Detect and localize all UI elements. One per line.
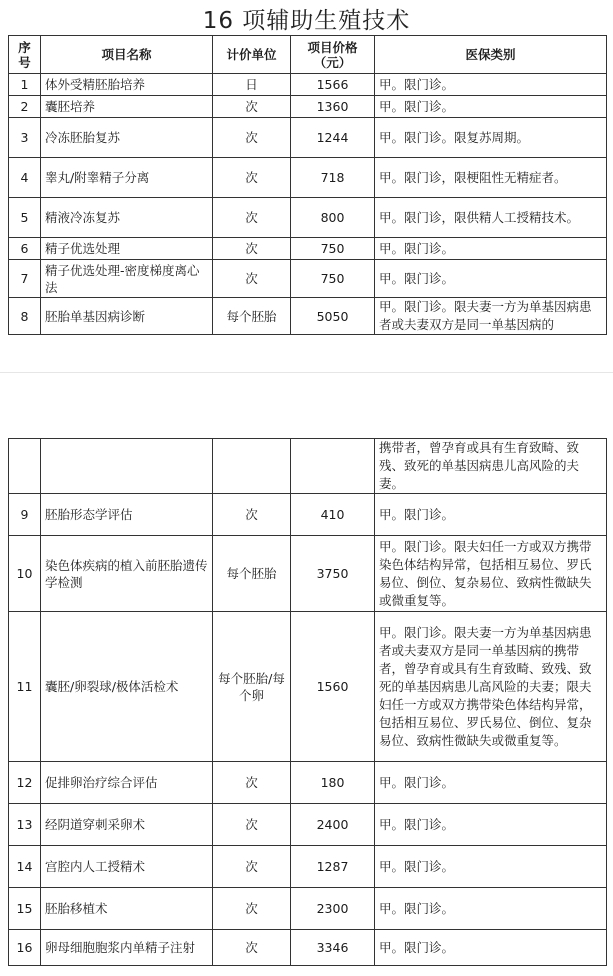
page-separator bbox=[0, 372, 613, 373]
cell-name: 精子优选处理-密度梯度离心法 bbox=[41, 260, 213, 298]
cell-unit: 每个胚胎 bbox=[213, 298, 291, 335]
cell-no bbox=[9, 439, 41, 494]
cell-unit: 次 bbox=[213, 846, 291, 888]
cell-insurance: 甲。限门诊，限梗阻性无精症者。 bbox=[375, 158, 607, 198]
cell-price: 410 bbox=[291, 494, 375, 536]
cell-no: 15 bbox=[9, 888, 41, 930]
cell-price: 800 bbox=[291, 198, 375, 238]
cell-insurance: 甲。限门诊。 bbox=[375, 494, 607, 536]
cell-unit: 每个胚胎 bbox=[213, 536, 291, 612]
document-title: 16 项辅助生殖技术 bbox=[202, 8, 411, 34]
cell-insurance-continued: 携带者，曾孕育或具有生育致畸、致残、致死的单基因病患儿高风险的夫妻。 bbox=[375, 439, 607, 494]
cell-unit: 次 bbox=[213, 238, 291, 260]
cell-name bbox=[41, 439, 213, 494]
cell-insurance: 甲。限门诊。 bbox=[375, 96, 607, 118]
header-unit: 计价单位 bbox=[213, 36, 291, 74]
cell-unit: 次 bbox=[213, 118, 291, 158]
table-row bbox=[9, 158, 607, 198]
cell-no: 11 bbox=[9, 612, 41, 762]
cell-price: 1287 bbox=[291, 846, 375, 888]
cell-price: 1244 bbox=[291, 118, 375, 158]
cell-unit: 次 bbox=[213, 762, 291, 804]
cell-unit bbox=[213, 439, 291, 494]
cell-price: 2300 bbox=[291, 888, 375, 930]
cell-price: 1566 bbox=[291, 74, 375, 96]
cell-name: 促排卵治疗综合评估 bbox=[41, 762, 213, 804]
cell-insurance: 甲。限门诊。 bbox=[375, 762, 607, 804]
cell-no: 5 bbox=[9, 198, 41, 238]
cell-no: 2 bbox=[9, 96, 41, 118]
table-row bbox=[9, 74, 607, 96]
cell-no: 16 bbox=[9, 930, 41, 966]
cell-name: 囊胚培养 bbox=[41, 96, 213, 118]
cell-unit: 次 bbox=[213, 158, 291, 198]
cell-price: 3750 bbox=[291, 536, 375, 612]
cell-insurance: 甲。限门诊，限供精人工授精技术。 bbox=[375, 198, 607, 238]
cell-no: 1 bbox=[9, 74, 41, 96]
cell-price bbox=[291, 439, 375, 494]
table-row bbox=[9, 930, 607, 966]
cell-no: 12 bbox=[9, 762, 41, 804]
cell-no: 14 bbox=[9, 846, 41, 888]
cell-price: 3346 bbox=[291, 930, 375, 966]
cell-insurance: 甲。限门诊。 bbox=[375, 846, 607, 888]
header-name: 项目名称 bbox=[41, 36, 213, 74]
cell-unit: 日 bbox=[213, 74, 291, 96]
cell-unit: 次 bbox=[213, 494, 291, 536]
cell-insurance: 甲。限门诊。限复苏周期。 bbox=[375, 118, 607, 158]
cell-no: 6 bbox=[9, 238, 41, 260]
table-row bbox=[9, 96, 607, 118]
table-row bbox=[9, 888, 607, 930]
cell-no: 4 bbox=[9, 158, 41, 198]
cell-name: 囊胚/卵裂球/极体活检术 bbox=[41, 612, 213, 762]
cell-unit: 次 bbox=[213, 888, 291, 930]
cell-unit: 次 bbox=[213, 804, 291, 846]
cell-name: 冷冻胚胎复苏 bbox=[41, 118, 213, 158]
cell-unit: 次 bbox=[213, 96, 291, 118]
cell-price: 750 bbox=[291, 238, 375, 260]
cell-insurance: 甲。限门诊。限夫妻一方为单基因病患者或夫妻双方是同一单基因病的 bbox=[375, 298, 607, 335]
cell-no: 7 bbox=[9, 260, 41, 298]
cell-name: 经阴道穿刺采卵术 bbox=[41, 804, 213, 846]
cell-no: 13 bbox=[9, 804, 41, 846]
table-row bbox=[9, 804, 607, 846]
cell-insurance: 甲。限门诊。 bbox=[375, 804, 607, 846]
table-row bbox=[9, 238, 607, 260]
cell-name: 卵母细胞胞浆内单精子注射 bbox=[41, 930, 213, 966]
cell-name: 胚胎移植术 bbox=[41, 888, 213, 930]
table-row bbox=[9, 762, 607, 804]
table-row bbox=[9, 612, 607, 762]
cell-no: 10 bbox=[9, 536, 41, 612]
table-row bbox=[9, 298, 607, 335]
cell-insurance: 甲。限门诊。限夫妻一方为单基因病患者或夫妻双方是同一单基因病的携带者，曾孕育或具有生育致畸、致残、致死的单基因病患儿高风险的夫妻；限夫妇任一方或双方携带染色体结构异常，包括相互易位、罗氏易位、倒位、复杂易位、致病性微缺失或微重复等。 bbox=[375, 612, 607, 762]
table-row bbox=[9, 260, 607, 298]
fee-table-page-2 bbox=[8, 438, 607, 966]
cell-price: 5050 bbox=[291, 298, 375, 335]
cell-unit: 次 bbox=[213, 260, 291, 298]
cell-unit: 次 bbox=[213, 198, 291, 238]
header-insurance: 医保类别 bbox=[375, 36, 607, 74]
cell-name: 胚胎形态学评估 bbox=[41, 494, 213, 536]
cell-price: 750 bbox=[291, 260, 375, 298]
cell-no: 8 bbox=[9, 298, 41, 335]
table-row bbox=[9, 846, 607, 888]
cell-price: 1560 bbox=[291, 612, 375, 762]
table-row bbox=[9, 536, 607, 612]
cell-no: 9 bbox=[9, 494, 41, 536]
table-row-continuation bbox=[9, 439, 607, 494]
header-price: 项目价格（元） bbox=[291, 36, 375, 74]
cell-name: 精子优选处理 bbox=[41, 238, 213, 260]
table-row bbox=[9, 494, 607, 536]
table-header-row bbox=[9, 36, 607, 74]
cell-insurance: 甲。限门诊。 bbox=[375, 74, 607, 96]
cell-unit: 每个胚胎/每个卵 bbox=[213, 612, 291, 762]
cell-price: 718 bbox=[291, 158, 375, 198]
cell-insurance: 甲。限门诊。 bbox=[375, 888, 607, 930]
cell-insurance: 甲。限门诊。限夫妇任一方或双方携带染色体结构异常，包括相互易位、罗氏易位、倒位、复杂易位、致病性微缺失或微重复等。 bbox=[375, 536, 607, 612]
cell-name: 精液冷冻复苏 bbox=[41, 198, 213, 238]
cell-name: 胚胎单基因病诊断 bbox=[41, 298, 213, 335]
cell-insurance: 甲。限门诊。 bbox=[375, 930, 607, 966]
table-row bbox=[9, 198, 607, 238]
cell-name: 宫腔内人工授精术 bbox=[41, 846, 213, 888]
cell-unit: 次 bbox=[213, 930, 291, 966]
table-row bbox=[9, 118, 607, 158]
cell-no: 3 bbox=[9, 118, 41, 158]
cell-insurance: 甲。限门诊。 bbox=[375, 260, 607, 298]
cell-name: 睾丸/附睾精子分离 bbox=[41, 158, 213, 198]
cell-price: 2400 bbox=[291, 804, 375, 846]
cell-name: 染色体疾病的植入前胚胎遗传学检测 bbox=[41, 536, 213, 612]
cell-name: 体外受精胚胎培养 bbox=[41, 74, 213, 96]
fee-table-page-1 bbox=[8, 35, 607, 335]
cell-price: 180 bbox=[291, 762, 375, 804]
header-no: 序号 bbox=[9, 36, 41, 74]
cell-price: 1360 bbox=[291, 96, 375, 118]
cell-insurance: 甲。限门诊。 bbox=[375, 238, 607, 260]
